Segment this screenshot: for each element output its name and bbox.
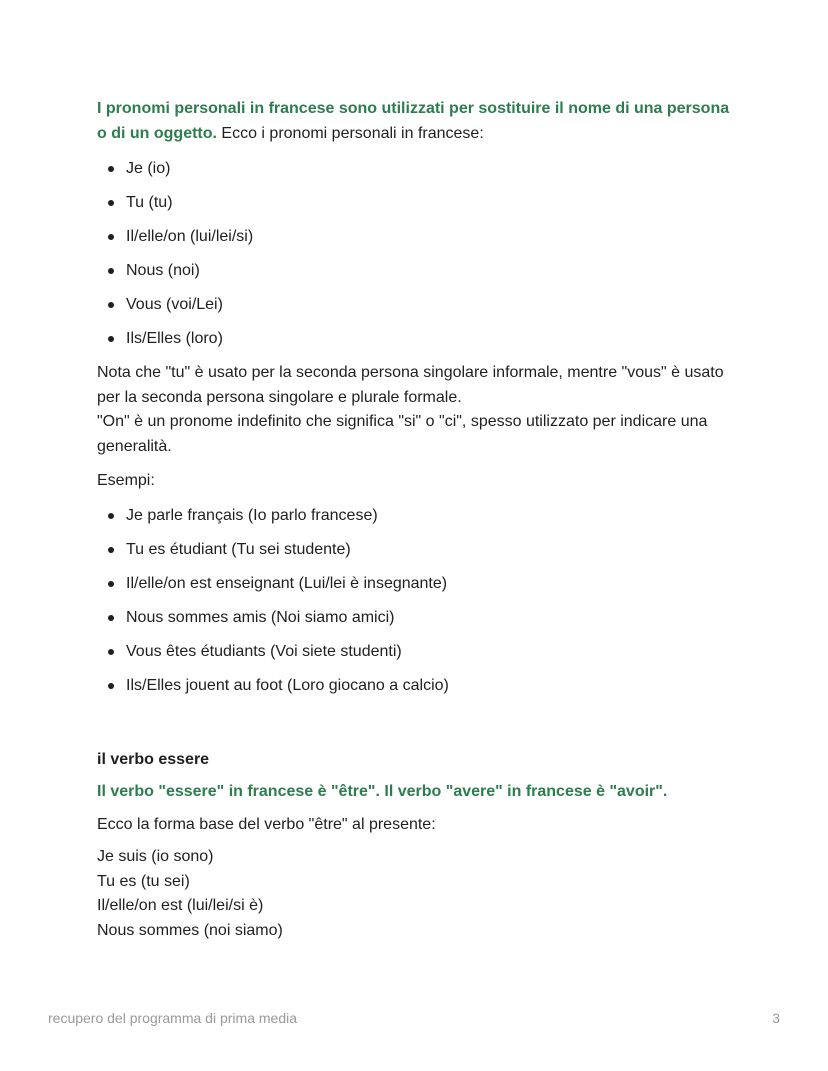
bullet-icon	[108, 336, 114, 342]
page-number: 3	[772, 1010, 780, 1026]
conjugation-intro: Ecco la forma base del verbo "être" al presente:	[97, 815, 436, 833]
list-item	[97, 327, 737, 361]
intro-rest: Ecco i pronomi personali in francese:	[216, 124, 484, 142]
intro-paragraph	[97, 97, 737, 146]
section-title: il verbo essere	[97, 750, 210, 768]
bullet-icon	[108, 302, 114, 308]
list-item	[97, 606, 737, 640]
list-item-text: Ils/Elles jouent au foot (Loro giocano a calcio)	[126, 676, 449, 694]
list-item-text: Je (io)	[126, 160, 171, 177]
note-line-2: "On" è un pronome indefinito che significa "si" o "ci", spesso utilizzato per indicare una generalità.	[97, 413, 708, 455]
intro-highlight: I pronomi personali in francese sono utilizzati per sostituire il nome di una persona o di un oggetto.	[97, 100, 730, 142]
list-item-text: Vous êtes étudiants (Voi siete studenti)	[126, 642, 402, 660]
list-item	[97, 293, 737, 327]
list-item-text: Ils/Elles (loro)	[126, 330, 223, 347]
list-item	[97, 674, 737, 708]
conjugation-line: Tu es (tu sei)	[97, 872, 190, 890]
list-item-text: Vous (voi/Lei)	[126, 296, 223, 313]
conjugation-line: Je suis (io sono)	[97, 848, 214, 865]
conjugation-line: Il/elle/on est (lui/lei/si è)	[97, 897, 264, 914]
bullet-icon	[108, 234, 114, 240]
bullet-icon	[108, 683, 114, 689]
list-item	[97, 640, 737, 674]
conjugation-block	[97, 845, 737, 943]
bullet-icon	[108, 513, 114, 519]
note-paragraph	[97, 361, 737, 459]
list-item	[97, 225, 737, 259]
bullet-icon	[108, 615, 114, 621]
pronoun-list	[97, 157, 737, 361]
section-highlight: Il verbo "essere" in francese è "être". Il verbo "avere" in francese è "avoir".	[97, 783, 668, 800]
bullet-icon	[108, 166, 114, 172]
note-line-1: Nota che "tu" è usato per la seconda persona singolare informale, mentre "vous" è usato per la seconda persona singolare e plurale formale.	[97, 364, 724, 406]
bullet-icon	[108, 547, 114, 553]
list-item-text: Tu es étudiant (Tu sei studente)	[126, 540, 351, 558]
examples-label: Esempi:	[97, 472, 155, 489]
bullet-icon	[108, 649, 114, 655]
list-item-text: Nous sommes amis (Noi siamo amici)	[126, 608, 395, 626]
bullet-icon	[108, 200, 114, 206]
examples-list	[97, 504, 737, 708]
list-item	[97, 259, 737, 293]
footer-title: recupero del programma di prima media	[48, 1010, 297, 1026]
list-item	[97, 504, 737, 538]
conjugation-line: Nous sommes (noi siamo)	[97, 921, 283, 939]
list-item-text: Nous (noi)	[126, 262, 200, 279]
list-item-text: Il/elle/on (lui/lei/si)	[126, 228, 254, 245]
list-item-text: Je parle français (Io parlo francese)	[126, 506, 378, 524]
document-body	[97, 97, 737, 943]
bullet-icon	[108, 268, 114, 274]
list-item	[97, 538, 737, 572]
list-item	[97, 191, 737, 225]
list-item	[97, 157, 737, 191]
list-item-text: Il/elle/on est enseignant (Lui/lei è insegnante)	[126, 574, 448, 592]
list-item-text: Tu (tu)	[126, 194, 173, 211]
bullet-icon	[108, 581, 114, 587]
list-item	[97, 572, 737, 606]
